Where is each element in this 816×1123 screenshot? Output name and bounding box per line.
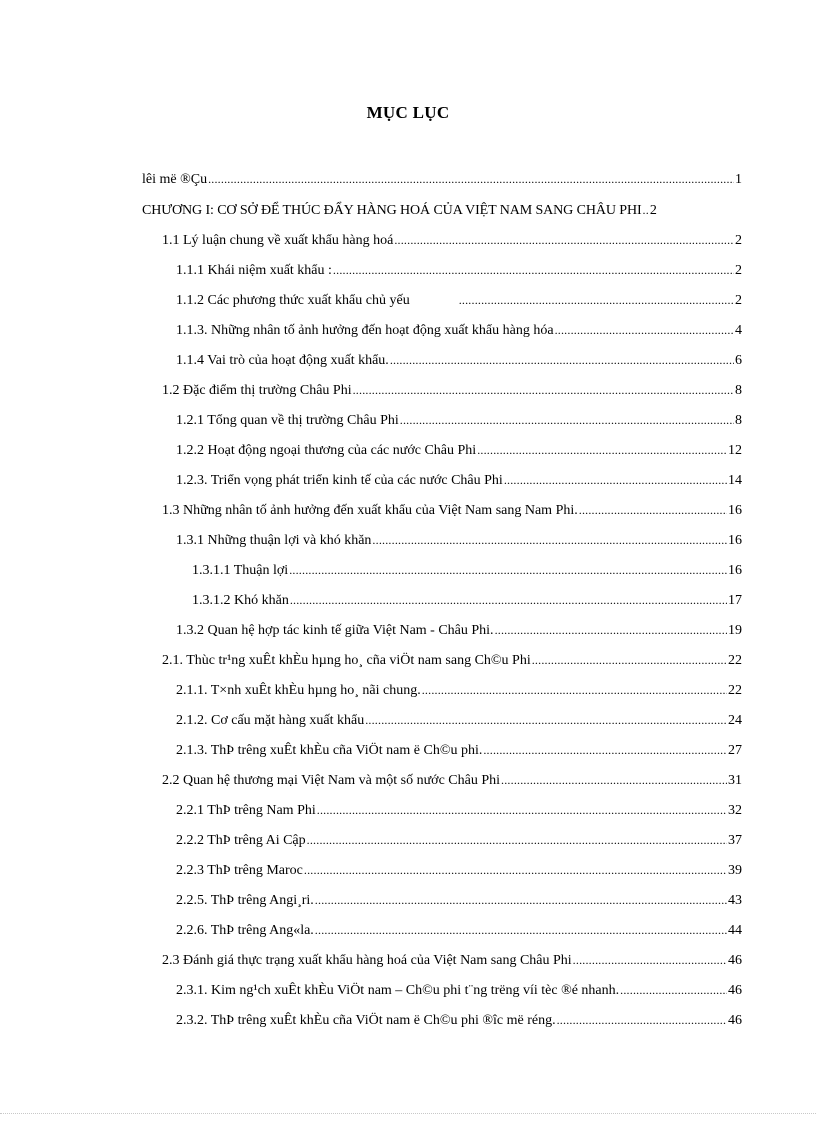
toc-entry-page: 46 <box>728 983 742 998</box>
toc-leader <box>208 170 734 188</box>
toc-entry-title: 2.3.1. Kim ng¹ch xuÊt khÈu ViÖt nam – Ch©u phi t¨ng trëng víi tèc ®é nhanh. <box>176 983 620 998</box>
toc-leader <box>390 351 734 369</box>
toc-entry-page: 39 <box>728 863 742 878</box>
toc-leader <box>289 561 727 579</box>
toc-entry[interactable] <box>176 741 742 759</box>
toc-entry-title: 1.2.1 Tổng quan về thị trường Châu Phi <box>176 413 399 428</box>
toc-entry[interactable] <box>176 411 742 429</box>
toc-entry[interactable] <box>176 321 742 339</box>
toc-leader <box>557 1011 727 1029</box>
toc-entry[interactable] <box>176 621 742 639</box>
toc-entry-page: 4 <box>735 323 742 338</box>
toc-entry[interactable] <box>176 291 742 309</box>
toc-entry-title: 1.2.3. Triển vọng phát triển kinh tế của các nước Châu Phi <box>176 473 503 488</box>
toc-leader <box>643 201 649 219</box>
toc-entry-page: 43 <box>728 893 742 908</box>
toc-leader <box>315 921 727 939</box>
toc-leader <box>315 891 727 909</box>
toc-entry-title: 2.2.5. ThÞ trêng Angi¸ri. <box>176 893 314 908</box>
toc-entry-title: 2.1.3. ThÞ trêng xuÊt khÈu cña ViÖt nam ë Ch©u phi. <box>176 743 483 758</box>
toc-entry[interactable] <box>176 1011 742 1029</box>
toc-entry-page: 8 <box>735 413 742 428</box>
toc-entry[interactable] <box>162 231 742 249</box>
toc-entry[interactable] <box>176 801 742 819</box>
toc-entry[interactable] <box>142 170 742 188</box>
toc-entry[interactable] <box>176 441 742 459</box>
toc-entry-title: 1.1.2 Các phương thức xuất khẩu chủ yếu <box>176 293 410 308</box>
toc-entry[interactable] <box>176 711 742 729</box>
toc-entry-title: 2.2.1 ThÞ trêng Nam Phi <box>176 803 316 818</box>
toc-entry-title: 2.3 Đánh giá thực trạng xuất khẩu hàng hoá của Việt Nam sang Châu Phi <box>162 953 572 968</box>
toc-entry-page: 2 <box>735 263 742 278</box>
toc-entry-page: 1 <box>735 172 742 187</box>
toc-entry-title: 2.2.3 ThÞ trêng Maroc <box>176 863 303 878</box>
toc-entry[interactable] <box>176 981 742 999</box>
toc-leader <box>333 261 734 279</box>
toc-leader <box>477 441 727 459</box>
toc-entry[interactable] <box>176 681 742 699</box>
toc-entry-page: 17 <box>728 593 742 608</box>
toc-entry-title: CHƯƠNG I: CƠ SỞ ĐỂ THÚC ĐẨY HÀNG HOÁ CỦA VIỆT NAM SANG CHÂU PHI <box>142 203 642 218</box>
toc-entry-page: 46 <box>728 953 742 968</box>
toc-entry[interactable] <box>192 591 742 609</box>
toc-leader <box>555 321 734 339</box>
toc-entry-page: 32 <box>728 803 742 818</box>
toc-entry-page: 16 <box>728 563 742 578</box>
toc-entry-title: 1.1 Lý luận chung về xuất khẩu hàng hoá <box>162 233 394 248</box>
toc-entry-title: 1.3.1.2 Khó khăn <box>192 593 289 608</box>
toc-leader <box>400 411 734 429</box>
toc-entry-page: 19 <box>728 623 742 638</box>
toc-entry[interactable] <box>176 471 742 489</box>
toc-entry-title: 2.3.2. ThÞ trêng xuÊt khÈu cña ViÖt nam ë Ch©u phi ®îc më réng. <box>176 1013 556 1028</box>
toc-entry-title: 1.1.4 Vai trò của hoạt động xuất khẩu. <box>176 353 389 368</box>
toc-entry-page: 22 <box>728 683 742 698</box>
toc-entry[interactable] <box>176 861 742 879</box>
toc-entry[interactable] <box>176 921 742 939</box>
toc-entry[interactable] <box>176 891 742 909</box>
toc-entry-page: 31 <box>728 773 742 788</box>
toc-entry-page: 14 <box>728 473 742 488</box>
toc-entry-page: 37 <box>728 833 742 848</box>
toc-entry-title: 1.1.3. Những nhân tố ảnh hưởng đến hoạt động xuất khẩu hàng hóa <box>176 323 554 338</box>
toc-entry-title: 1.3.2 Quan hệ hợp tác kinh tế giữa Việt Nam - Châu Phi. <box>176 623 494 638</box>
toc-entry[interactable] <box>176 831 742 849</box>
toc-entry-title: 2.2 Quan hệ thương mại Việt Nam và một số nước Châu Phi <box>162 773 501 788</box>
toc-entry[interactable] <box>176 531 742 549</box>
toc-leader <box>353 381 734 399</box>
toc-entry[interactable] <box>192 561 742 579</box>
toc-entry-page: 12 <box>728 443 742 458</box>
toc-entry-title: lêi më ®Çu <box>142 172 208 187</box>
toc-entry-title: 1.2 Đặc điểm thị trường Châu Phi <box>162 383 352 398</box>
toc-entry-page: 44 <box>728 923 742 938</box>
toc-entry-title: 2.1. Thùc tr¹ng xuÊt khÈu hµng ho¸ cña viÖt nam sang Ch©u Phi <box>162 653 531 668</box>
toc-entry[interactable] <box>162 381 742 399</box>
toc-entry[interactable] <box>176 261 742 279</box>
toc-entry-title: 2.2.6. ThÞ trêng Ang«la. <box>176 923 314 938</box>
toc-entry-page: 27 <box>728 743 742 758</box>
toc-entry-page: 2 <box>735 233 742 248</box>
toc-leader <box>579 501 727 519</box>
toc-entry-title: 1.3.1.1 Thuận lợi <box>192 563 289 578</box>
toc-entry[interactable] <box>176 351 742 369</box>
toc-entry-page: 16 <box>728 533 742 548</box>
toc-entry-page: 46 <box>728 1013 742 1028</box>
toc-leader <box>372 531 727 549</box>
toc-entry-page: 8 <box>735 383 742 398</box>
toc-entry-page: 2 <box>649 203 657 218</box>
page-title: MỤC LỤC <box>366 103 450 122</box>
toc-entry-title: 1.1.1 Khái niệm xuất khẩu : <box>176 263 332 278</box>
toc-leader <box>394 231 734 249</box>
toc-entry-page: 16 <box>728 503 742 518</box>
toc-entry[interactable] <box>162 771 742 789</box>
toc-leader <box>620 981 727 999</box>
toc-leader <box>495 621 727 639</box>
toc-entry-title: 2.1.2. Cơ cấu mặt hàng xuất khẩu <box>176 713 365 728</box>
toc-leader <box>317 801 727 819</box>
toc-entry-page: 24 <box>728 713 742 728</box>
toc-leader <box>307 831 727 849</box>
toc-leader <box>290 591 727 609</box>
toc-entry[interactable] <box>162 501 742 519</box>
toc-leader <box>504 471 727 489</box>
toc-entry-page: 2 <box>735 293 742 308</box>
toc-entry-title: 2.2.2 ThÞ trêng Ai Cập <box>176 833 306 848</box>
toc-entry-title: 1.2.2 Hoạt động ngoại thương của các nước Châu Phi <box>176 443 477 458</box>
toc-leader <box>483 741 727 759</box>
page-bottom-divider <box>0 1113 816 1114</box>
toc-entry[interactable] <box>162 651 742 669</box>
toc-entry[interactable] <box>142 201 742 219</box>
toc-leader <box>422 681 727 699</box>
toc-entry-page: 22 <box>728 653 742 668</box>
toc-leader <box>573 951 727 969</box>
toc-entry-title: 1.3 Những nhân tố ảnh hưởng đến xuất khẩu của Việt Nam sang Nam Phi. <box>162 503 578 518</box>
toc-entry-page: 6 <box>735 353 742 368</box>
toc-entry-title: 2.1.1. T×nh xuÊt khÈu hµng ho¸ nãi chung. <box>176 683 421 698</box>
toc-leader <box>501 771 727 789</box>
toc-leader <box>532 651 727 669</box>
toc-entry[interactable] <box>162 951 742 969</box>
toc-leader <box>459 291 734 309</box>
toc-entry-title: 1.3.1 Những thuận lợi và khó khăn <box>176 533 372 548</box>
toc-leader <box>365 711 727 729</box>
toc-leader <box>304 861 727 879</box>
